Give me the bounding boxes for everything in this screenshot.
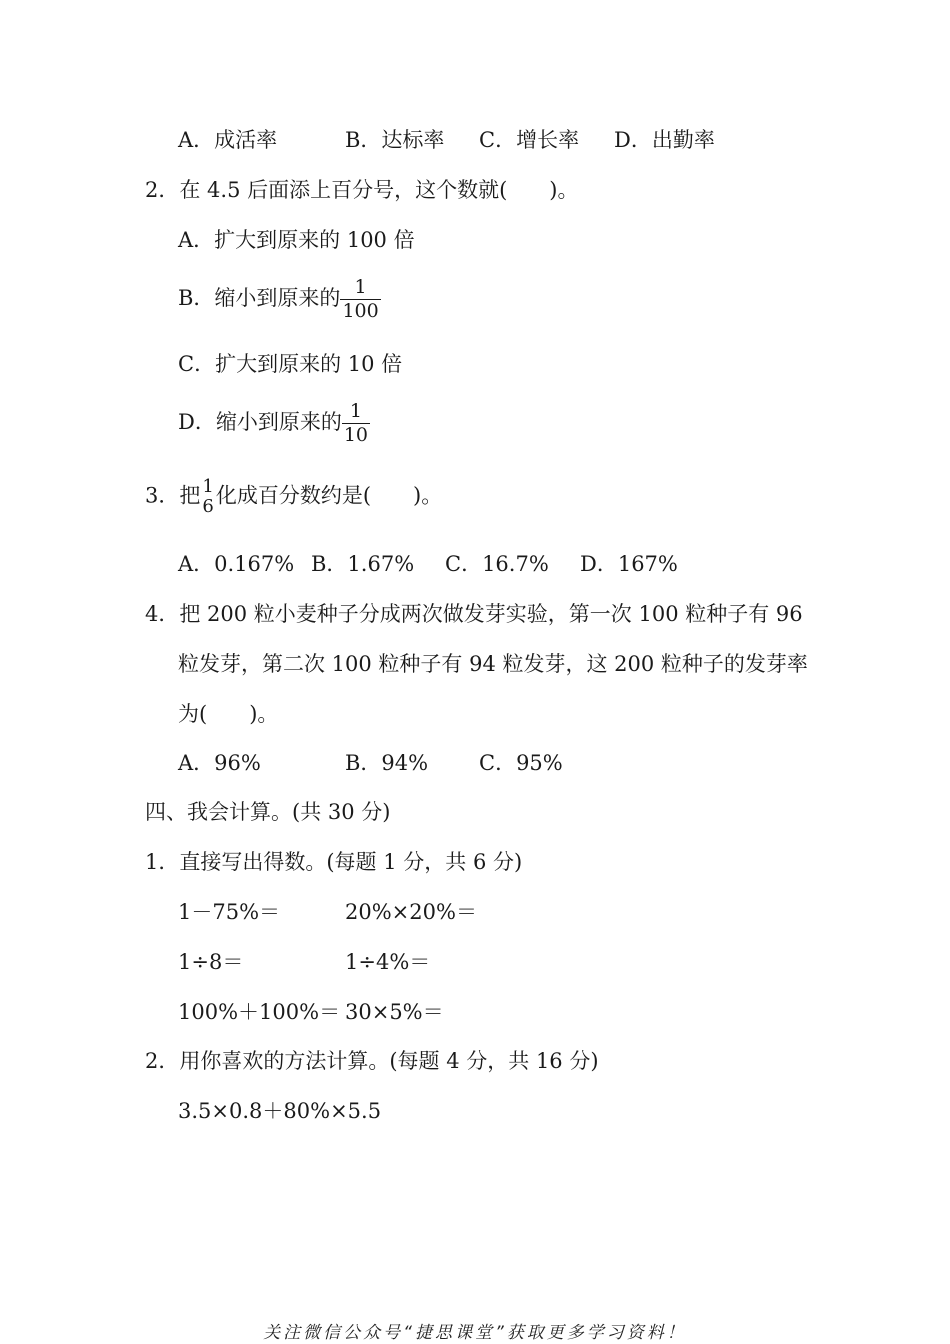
calc-expression: 3.5×0.8＋80%×5.5 bbox=[178, 1099, 382, 1123]
q2-option-d-text: D．缩小到原来的 bbox=[178, 410, 342, 434]
footer-note: 关注微信公众号“捷思课堂”获取更多学习资料！ bbox=[263, 1323, 687, 1343]
calc-item: 1－75%＝ bbox=[178, 900, 281, 924]
fraction-denominator: 100 bbox=[342, 300, 379, 322]
q4-option-a: A．96% bbox=[178, 751, 261, 775]
fraction-denominator: 10 bbox=[343, 424, 369, 446]
q1-option-d: D．出勤率 bbox=[614, 128, 715, 152]
section-title: 四、我会计算。(共 30 分) bbox=[145, 800, 391, 824]
q2-option-b bbox=[178, 278, 381, 321]
q3-suffix: 化成百分数约是( )。 bbox=[215, 483, 443, 508]
calc-item: 20%×20%＝ bbox=[345, 900, 477, 924]
calc-item: 1÷8＝ bbox=[178, 950, 244, 974]
q1-option-a: A．成活率 bbox=[178, 128, 278, 152]
q1-option-c: C．增长率 bbox=[479, 128, 580, 152]
q3-stem bbox=[145, 478, 442, 516]
fraction-1-100 bbox=[340, 278, 380, 321]
subsection-1-title: 1．直接写出得数。(每题 1 分，共 6 分) bbox=[145, 850, 523, 874]
q3-option-c: C．16.7% bbox=[445, 552, 549, 576]
q2-option-c: C．扩大到原来的 10 倍 bbox=[178, 352, 403, 376]
q4-stem-line3: 为( )。 bbox=[178, 702, 279, 726]
q3-option-d: D．167% bbox=[580, 552, 678, 576]
fraction-1-10 bbox=[342, 402, 370, 445]
q2-option-d bbox=[178, 402, 370, 445]
q4-stem-line2: 粒发芽，第二次 100 粒种子有 94 粒发芽，这 200 粒种子的发芽率 bbox=[178, 652, 808, 676]
fraction-numerator: 1 bbox=[340, 278, 380, 300]
calc-item: 1÷4%＝ bbox=[345, 950, 431, 974]
fraction-numerator: 1 bbox=[202, 476, 214, 497]
q3-option-b: B．1.67% bbox=[311, 552, 415, 576]
subsection-2-title: 2．用你喜欢的方法计算。(每题 4 分，共 16 分) bbox=[145, 1049, 599, 1073]
fraction-1-6 bbox=[200, 478, 215, 516]
fraction-numerator: 1 bbox=[342, 402, 370, 424]
calc-item: 100%＋100%＝ bbox=[178, 1000, 341, 1024]
q2-stem: 2．在 4.5 后面添上百分号，这个数就( )。 bbox=[145, 178, 579, 202]
q4-option-c: C．95% bbox=[479, 751, 563, 775]
calc-item: 30×5%＝ bbox=[345, 1000, 444, 1024]
q2-option-a: A．扩大到原来的 100 倍 bbox=[178, 228, 415, 252]
q1-option-b: B．达标率 bbox=[345, 128, 445, 152]
q2-option-b-text: B．缩小到原来的 bbox=[178, 286, 341, 310]
q4-option-b: B．94% bbox=[345, 751, 429, 775]
q4-stem-line1: 4．把 200 粒小麦种子分成两次做发芽实验，第一次 100 粒种子有 96 bbox=[145, 602, 803, 626]
fraction-denominator: 6 bbox=[202, 496, 214, 517]
q3-option-a: A．0.167% bbox=[178, 552, 295, 576]
q3-prefix: 3．把 bbox=[145, 483, 201, 508]
